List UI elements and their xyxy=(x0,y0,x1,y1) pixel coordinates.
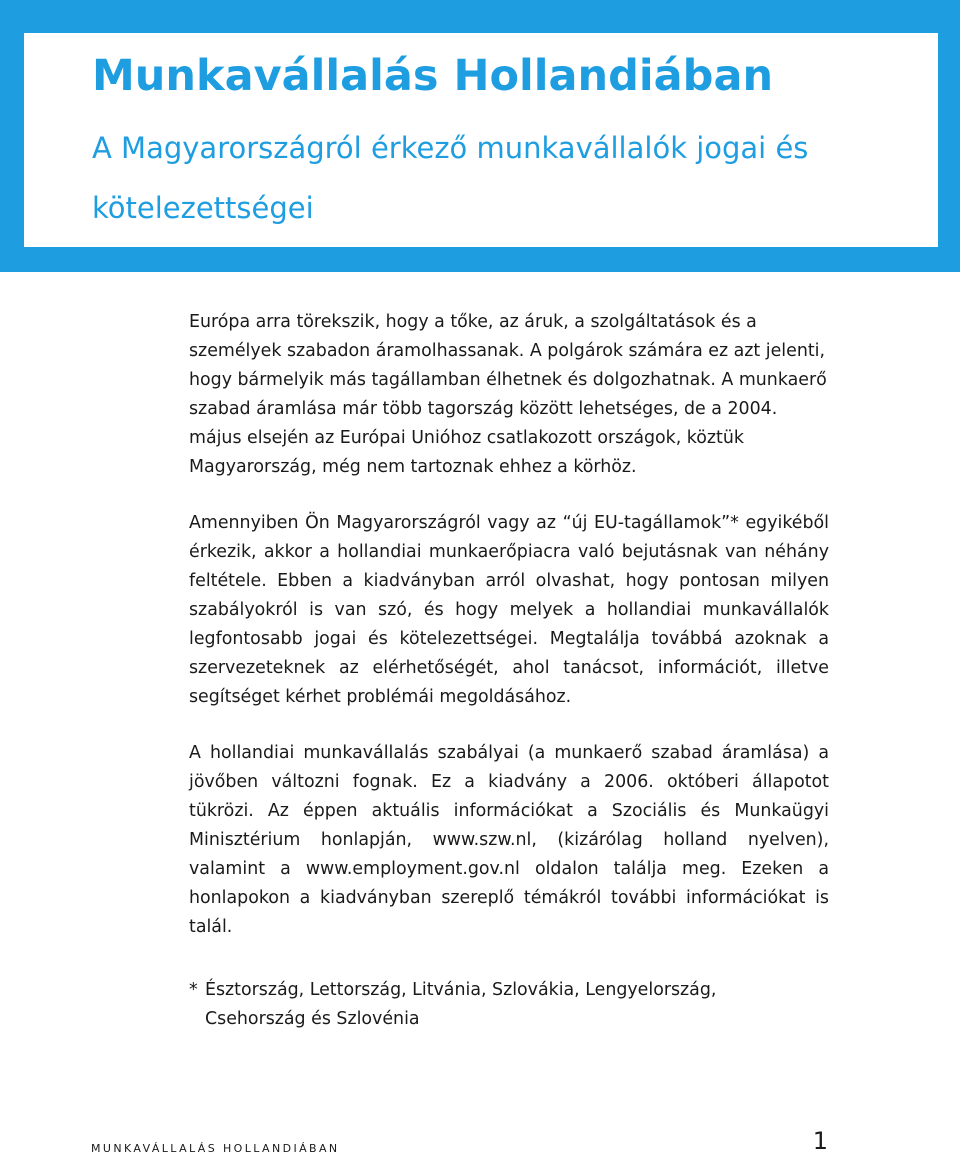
body-text xyxy=(189,308,829,1034)
intro-paragraph: Európa arra törekszik, hogy a tőke, az áruk, a szolgáltatások és a személyek szabadon áramolhassanak. A polgárok számára ez azt jelenti, hogy bármelyik más tagállamban élhetnek és dolgozhatnak. A munkaerő szabad áramlása már több tagország között lehetséges, de a 2004. május elsején az Európai Unióhoz csatlakozott országok, köztük Magyarország, még nem tartoznak ehhez a körhöz. xyxy=(189,312,827,477)
page-subtitle: A Magyarországról érkező munkavállalók jogai és kötelezettségei xyxy=(92,131,809,225)
footnote xyxy=(189,976,829,1034)
conditions-paragraph: Amennyiben Ön Magyarországról vagy az “új EU-tagállamok”* egyikéből érkezik, akkor a hollandiai munkaerőpiacra való bejutásnak van néhány feltétele. Ebben a kiadványban arról olvashat, hogy pontosan milyen szabályokról is van szó, és hogy melyek a hollandiai munkavállalók legfontosabb jogai és kötelezettségei. Megtalálja továbbá azoknak a szervezeteknek az elérhetőségét, ahol tanácsot, információt, illetve segítséget kérhet problémái megoldásához. xyxy=(189,513,829,707)
footnote-text: Észtország, Lettország, Litvánia, Szlovákia, Lengyelország, Csehország és Szlovénia xyxy=(205,980,717,1029)
footnote-mark: * xyxy=(189,980,198,1000)
page-title: Munkavállalás Hollandiában xyxy=(92,51,774,101)
page-number: 1 xyxy=(812,1127,828,1155)
running-footer: MUNKAVÁLLALÁS HOLLANDIÁBAN xyxy=(91,1142,340,1155)
rules-paragraph: A hollandiai munkavállalás szabályai (a munkaerő szabad áramlása) a jövőben változni fognak. Ez a kiadvány a 2006. októberi állapotot tükrözi. Az éppen aktuális információkat a Szociális és Munkaügyi Minisztérium honlapján, www.szw.nl, (kizárólag holland nyelven), valamint a www.employment.gov.nl oldalon találja meg. Ezeken a honlapokon a kiadványban szereplő témákról további információkat is talál. xyxy=(189,743,829,937)
